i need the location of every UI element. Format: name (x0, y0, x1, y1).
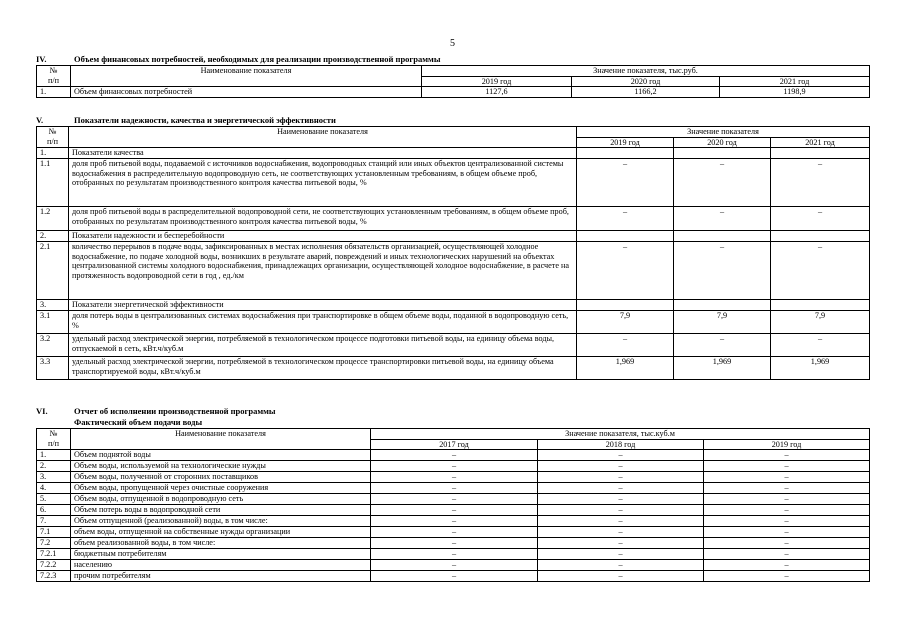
table-row (37, 311, 870, 334)
row-value: – (577, 242, 674, 300)
row-value: – (538, 450, 704, 461)
reliability-table (36, 126, 870, 380)
row-number: 1. (37, 450, 71, 461)
row-number: 3. (37, 300, 69, 311)
row-value: – (704, 450, 870, 461)
year-header: 2021 год (771, 137, 870, 148)
table-row (37, 571, 870, 582)
row-value: – (704, 538, 870, 549)
row-value: – (771, 242, 870, 300)
row-name: Объем финансовых потребностей (71, 87, 422, 98)
row-name: Объем воды, используемой на технологические нужды (71, 461, 371, 472)
col-value-header: Значение показателя, тыс.куб.м (371, 429, 870, 440)
row-value: – (371, 461, 538, 472)
row-value: – (674, 242, 771, 300)
row-value: – (704, 461, 870, 472)
row-name: объем воды, отпущенной на собственные нужды организации (71, 527, 371, 538)
row-number: 2. (37, 231, 69, 242)
row-number: 5. (37, 494, 71, 505)
row-number: 3. (37, 472, 71, 483)
row-value: 7,9 (674, 311, 771, 334)
row-name: объем реализованной воды, в том числе: (71, 538, 371, 549)
year-header: 2019 год (422, 76, 572, 87)
row-number: 3.3 (37, 357, 69, 380)
row-value: – (371, 516, 538, 527)
row-value: – (371, 483, 538, 494)
table-row (37, 472, 870, 483)
row-value: – (371, 560, 538, 571)
row-value: – (577, 159, 674, 207)
table-row (37, 527, 870, 538)
group-row (37, 148, 870, 159)
row-value: – (371, 505, 538, 516)
row-number: 3.1 (37, 311, 69, 334)
row-number: 7. (37, 516, 71, 527)
section-4-heading (36, 54, 440, 64)
table-row (37, 560, 870, 571)
row-number: 7.2 (37, 538, 71, 549)
row-name: удельный расход электрической энергии, потребляемой в технологическом процессе транспортировки питьевой воды, на единицу объема транспортируемой воды, кВт.ч/куб.м (69, 357, 577, 380)
row-name: количество перерывов в подаче воды, зафиксированных в местах исполнения обязательств организацией, осуществляющей холодное водоснабжение, по подаче холодной воды, возникших в результате аварий, повреждений и иных технологических нарушений на объектах централизованной системы холодного водоснабжения, принадлежащих организации, осуществляющей холодное водоснабжение, в расчете на протяженность водопроводной сети в год , ед./км (69, 242, 577, 300)
row-value: – (371, 538, 538, 549)
row-value: – (538, 560, 704, 571)
section-6-heading (36, 406, 276, 416)
row-number: 3.2 (37, 334, 69, 357)
row-value: 7,9 (771, 311, 870, 334)
row-number: 7.2.2 (37, 560, 71, 571)
table-row (37, 505, 870, 516)
row-number: 7.1 (37, 527, 71, 538)
group-row (37, 231, 870, 242)
row-value: – (704, 494, 870, 505)
year-header: 2018 год (538, 439, 704, 450)
financial-needs-table (36, 65, 870, 98)
row-value: 1,969 (577, 357, 674, 380)
year-header: 2019 год (577, 137, 674, 148)
row-value: – (771, 334, 870, 357)
row-number: 4. (37, 483, 71, 494)
page-number: 5 (450, 38, 455, 49)
row-value: 1166,2 (572, 87, 720, 98)
row-name: населению (71, 560, 371, 571)
row-name: доля проб питьевой воды, подаваемой с источников водоснабжения, водопроводных станций или иных объектов централизованной системы водоснабжения в распределительную водопроводную сеть, не соответствующих установленным требованиям, в общем объеме проб, отобранных по результатам производственного контроля качества питьевой воды, % (69, 159, 577, 207)
row-value: – (538, 571, 704, 582)
year-header: 2017 год (371, 439, 538, 450)
row-value: 1,969 (771, 357, 870, 380)
row-value: – (538, 461, 704, 472)
group-row (37, 300, 870, 311)
col-no-header-2: п/п (37, 76, 71, 87)
section-4-number: IV. (36, 54, 47, 64)
row-value: – (538, 527, 704, 538)
table-row (37, 516, 870, 527)
table-row (37, 494, 870, 505)
year-header: 2020 год (674, 137, 771, 148)
row-number: 2.1 (37, 242, 69, 300)
row-value: 1198,9 (720, 87, 870, 98)
row-value: 1127,6 (422, 87, 572, 98)
row-name: доля проб питьевой воды в распределительной водопроводной сети, не соответствующих установленным требованиям, в общем объеме проб, отобранных по результатам производственного контроля качества питьевой воды, % (69, 207, 577, 231)
row-number: 7.2.1 (37, 549, 71, 560)
year-header: 2019 год (704, 439, 870, 450)
row-value: – (704, 571, 870, 582)
section-6-number: VI. (36, 406, 48, 416)
row-value: – (704, 483, 870, 494)
row-value: 7,9 (577, 311, 674, 334)
section-5-title: Показатели надежности, качества и энергетической эффективности (74, 115, 336, 125)
col-value-header: Значение показателя, тыс.руб. (422, 66, 870, 77)
row-value: – (538, 538, 704, 549)
row-name: прочим потребителям (71, 571, 371, 582)
row-number: 7.2.3 (37, 571, 71, 582)
row-number: 1.1 (37, 159, 69, 207)
row-number: 1.2 (37, 207, 69, 231)
table-row (37, 461, 870, 472)
row-value: – (704, 472, 870, 483)
col-value-header: Значение показателя (577, 127, 870, 138)
table-row (37, 357, 870, 380)
row-value: – (371, 571, 538, 582)
water-supply-table (36, 428, 870, 582)
row-name: доля потерь воды в централизованных системах водоснабжения при транспортировке в общем объеме воды, поданной в водопроводную сеть, % (69, 311, 577, 334)
table-row (37, 242, 870, 300)
col-name-header: Наименование показателя (71, 429, 371, 450)
col-name-header: Наименование показателя (69, 127, 577, 148)
row-value: – (674, 207, 771, 231)
table-row (37, 450, 870, 461)
row-value: – (538, 472, 704, 483)
row-name: удельный расход электрической энергии, потребляемой в технологическом процессе подготовки питьевой воды, на единицу объема воды, отпускаемой в сеть, кВт.ч/куб.м (69, 334, 577, 357)
section-6-title: Отчет об исполнении производственной программы (74, 406, 276, 416)
row-value: – (674, 334, 771, 357)
row-value: – (704, 516, 870, 527)
row-value: – (538, 483, 704, 494)
row-number: 1. (37, 148, 69, 159)
row-value: – (771, 207, 870, 231)
row-name: Объем воды, отпущенной в водопроводную сеть (71, 494, 371, 505)
col-no-header: № (37, 66, 71, 77)
section-6-subtitle: Фактический объем подачи воды (74, 417, 203, 427)
table-row (37, 207, 870, 231)
col-no-header: № (37, 429, 71, 440)
table-row (37, 549, 870, 560)
row-value: – (704, 560, 870, 571)
col-no-header: № (37, 127, 69, 138)
year-header: 2020 год (572, 76, 720, 87)
table-row (37, 483, 870, 494)
row-value: – (371, 494, 538, 505)
row-name: Объем потерь воды в водопроводной сети (71, 505, 371, 516)
row-value: – (704, 527, 870, 538)
row-name: Объем воды, полученной от сторонних поставщиков (71, 472, 371, 483)
row-name: бюджетным потребителям (71, 549, 371, 560)
row-value: – (704, 549, 870, 560)
row-number: 2. (37, 461, 71, 472)
row-value: – (577, 334, 674, 357)
section-5-heading (36, 115, 336, 125)
row-name: Показатели качества (69, 148, 577, 159)
col-name-header: Наименование показателя (71, 66, 422, 87)
col-no-header-2: п/п (37, 137, 69, 148)
row-name: Объем воды, пропущенной через очистные сооружения (71, 483, 371, 494)
section-5-number: V. (36, 115, 44, 125)
row-value: – (704, 505, 870, 516)
table-row (37, 159, 870, 207)
row-number: 1. (37, 87, 71, 98)
row-name: Показатели надежности и бесперебойности (69, 231, 577, 242)
row-value: – (674, 159, 771, 207)
year-header: 2021 год (720, 76, 870, 87)
table-row (37, 334, 870, 357)
row-value: – (577, 207, 674, 231)
row-number: 6. (37, 505, 71, 516)
row-value: – (771, 159, 870, 207)
row-value: – (538, 549, 704, 560)
row-value: – (371, 450, 538, 461)
row-value: – (371, 527, 538, 538)
section-4-title: Объем финансовых потребностей, необходимых для реализации производственной программы (74, 54, 441, 64)
table-row (37, 87, 870, 98)
table-row (37, 538, 870, 549)
row-value: – (538, 516, 704, 527)
row-value: – (538, 494, 704, 505)
row-name: Объем отпущенной (реализованной) воды, в том числе: (71, 516, 371, 527)
row-name: Объем поднятой воды (71, 450, 371, 461)
row-name: Показатели энергетической эффективности (69, 300, 577, 311)
row-value: – (371, 472, 538, 483)
row-value: 1,969 (674, 357, 771, 380)
col-no-header-2: п/п (37, 439, 71, 450)
row-value: – (538, 505, 704, 516)
row-value: – (371, 549, 538, 560)
